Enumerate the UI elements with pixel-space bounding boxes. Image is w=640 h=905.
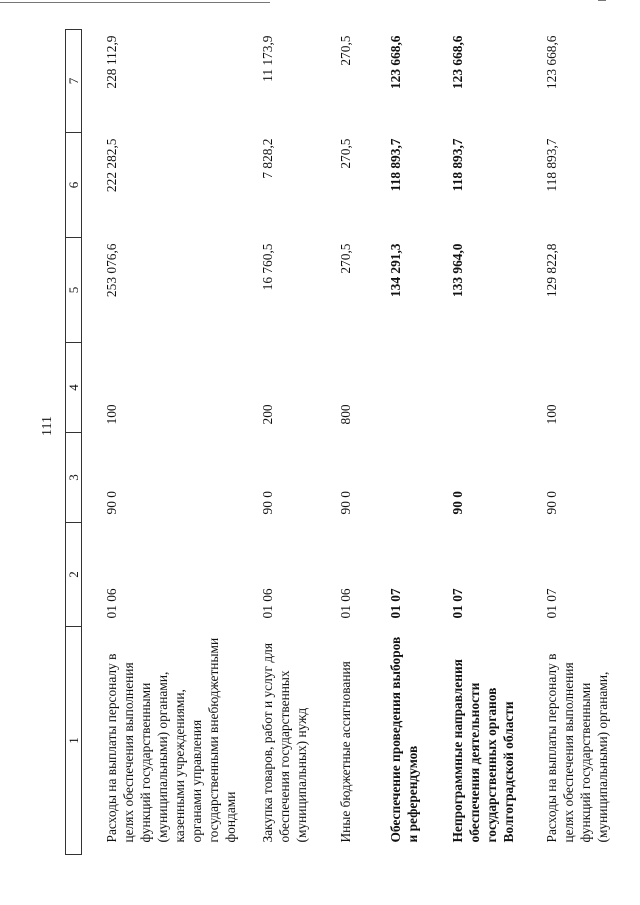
row-section: 01 06 — [260, 588, 275, 619]
row-type — [381, 343, 443, 433]
header-cell: 3 — [66, 433, 82, 523]
row-type: 100 — [104, 404, 119, 425]
row-name: Обеспечение проведения выборов и референдумов — [388, 636, 420, 843]
row-section: 01 07 — [450, 588, 465, 619]
row-value-6: 118 893,7 — [388, 138, 403, 192]
row-value-7: 11 173,9 — [260, 35, 275, 82]
row-value-6: 118 893,7 — [450, 138, 465, 192]
row-value-6: 270,5 — [338, 138, 353, 169]
row-type: 200 — [260, 404, 275, 425]
row-value-5: 134 291,3 — [388, 243, 403, 298]
table-row — [537, 30, 623, 855]
header-cell: 4 — [66, 343, 82, 433]
header-cell: 7 — [66, 30, 82, 133]
row-value-5: 16 760,5 — [260, 243, 275, 291]
table-row — [443, 30, 537, 855]
table-row — [253, 30, 331, 855]
row-value-7: 228 112,9 — [104, 35, 119, 89]
page-number: 111 — [40, 416, 55, 436]
row-value-5: 133 964,0 — [450, 243, 465, 298]
row-program: 90 0 — [338, 491, 353, 515]
row-program: 90 0 — [544, 491, 559, 515]
table-row — [381, 30, 443, 855]
row-type: 100 — [544, 404, 559, 425]
row-program: 90 0 — [450, 491, 465, 515]
header-cell: 5 — [66, 238, 82, 343]
row-name: Иные бюджетные ассигнования — [338, 661, 353, 843]
header-row — [66, 30, 82, 855]
row-value-7: 123 668,6 — [388, 35, 403, 90]
row-type: 800 — [338, 404, 353, 425]
table-row — [82, 30, 254, 855]
header-cell: 2 — [66, 523, 82, 627]
row-value-5: 253 076,6 — [104, 243, 119, 298]
row-name: Закупка товаров, работ и услуг для обеспечения государственных (муниципальных) нужд — [260, 643, 309, 843]
header-cell: 6 — [66, 133, 82, 238]
row-value-6: 7 828,2 — [260, 138, 275, 179]
row-section: 01 06 — [104, 588, 119, 619]
budget-table — [65, 29, 623, 855]
row-program: 90 0 — [104, 491, 119, 515]
row-program: 90 0 — [260, 491, 275, 515]
row-section: 01 06 — [338, 588, 353, 619]
row-section: 01 07 — [544, 588, 559, 619]
row-type — [443, 343, 537, 433]
row-name: Непрограммные направления обеспечения деятельности государственных органов Волгоградской области — [450, 659, 516, 843]
row-value-5: 270,5 — [338, 243, 353, 274]
header-cell: 1 — [66, 627, 82, 855]
row-program — [381, 433, 443, 523]
row-value-7: 123 668,6 — [544, 35, 559, 90]
table-row — [331, 30, 381, 855]
row-value-7: 123 668,6 — [450, 35, 465, 90]
row-section: 01 07 — [388, 588, 403, 619]
row-value-7: 270,5 — [338, 35, 353, 66]
row-name: Расходы на выплаты персоналу в целях обеспечения выполнения функций государственными (муниципальными) органами, — [544, 653, 610, 843]
row-value-5: 129 822,8 — [544, 243, 559, 298]
row-value-6: 222 282,5 — [104, 138, 119, 193]
row-name: Расходы на выплаты персоналу в целях обеспечения выполнения функций государственными (муниципальными) органами, казенными учреждениями, органами управления государственными внебюджетными фондами — [104, 637, 238, 843]
row-value-6: 118 893,7 — [544, 138, 559, 192]
